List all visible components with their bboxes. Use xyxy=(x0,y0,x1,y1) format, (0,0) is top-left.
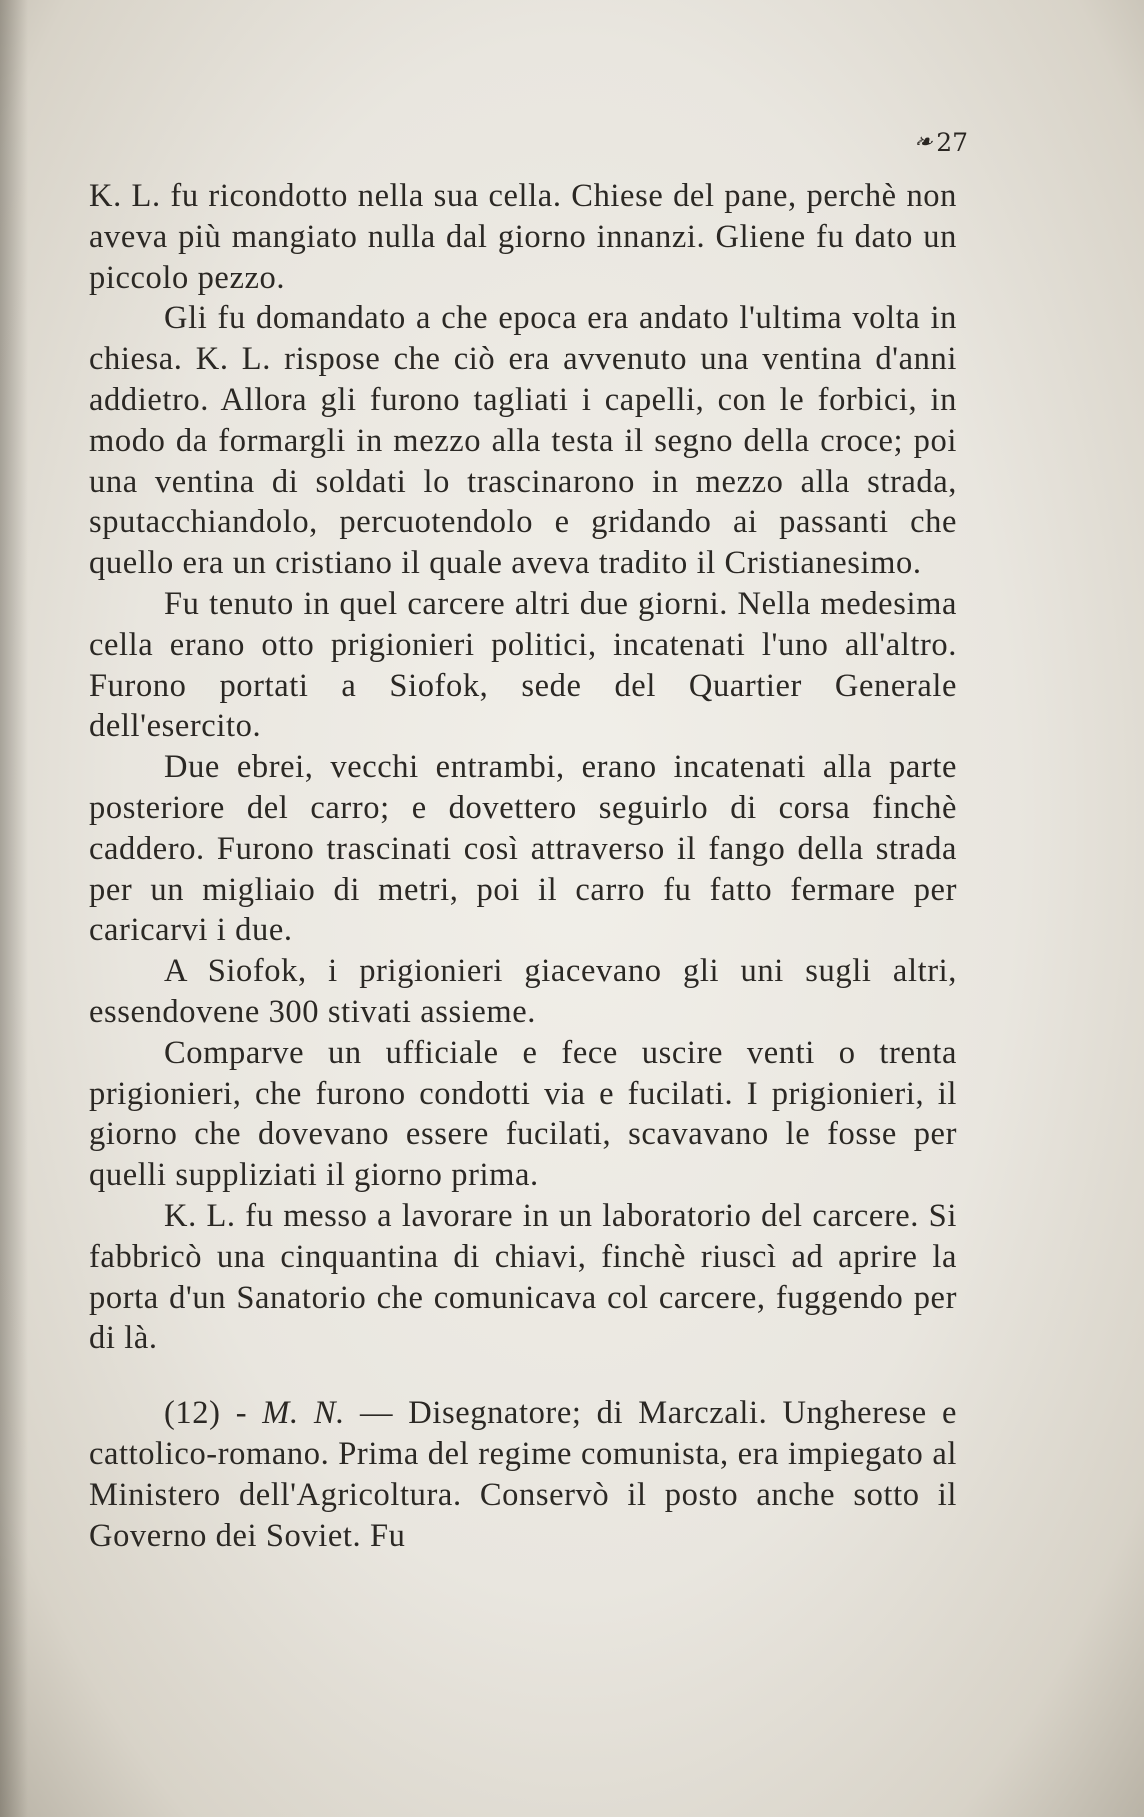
page-edge-shadow xyxy=(0,0,28,1817)
page-header xyxy=(911,128,968,157)
paragraph-6: Comparve un ufficiale e fece uscire venti o trenta prigionieri, che furono condotti via e fucilati. I prigionieri, il giorno che dovevano essere fucilati, scavavano le fosse per quelli suppliziati il giorno prima. xyxy=(89,1034,957,1194)
paragraph-3: Fu tenuto in quel carcere altri due giorni. Nella medesima cella erano otto prigionieri politici, incatenati l'uno all'altro. Furono portati a Siofok, sede del Quartier Generale dell'esercito. xyxy=(89,585,957,745)
body-text xyxy=(89,176,957,1556)
footnote-paragraph xyxy=(89,1393,957,1556)
paragraph-4: Due ebrei, vecchi entrambi, erano incatenati alla parte posteriore del carro; e dovettero seguirlo di corsa finchè caddero. Furono trascinati così attraverso il fango della strada per un migliaio di metri, poi il carro fu fatto fermare per caricarvi i due. xyxy=(89,749,957,949)
footnote-marker: (12) - xyxy=(164,1395,263,1432)
footnote-text: — Disegnatore; di Marczali. Ungherese e cattolico-romano. Prima del regime comunista, era impiegato al Ministero dell'Agricoltura. Conservò il posto anche sotto il Governo dei Soviet. Fu xyxy=(89,1395,957,1554)
footnote-name: M. N. xyxy=(262,1395,345,1432)
page-number: 27 xyxy=(936,128,968,157)
paragraph-7: K. L. fu messo a lavorare in un laboratorio del carcere. Si fabbricò una cinquantina di chiavi, finchè riuscì ad aprire la porta d'un Sanatorio che comunicava col carcere, fuggendo per di là. xyxy=(89,1197,957,1357)
paragraph-1: K. L. fu ricondotto nella sua cella. Chiese del pane, perchè non aveva più mangiato nulla dal giorno innanzi. Gliene fu dato un piccolo pezzo. xyxy=(89,178,957,296)
ornament-icon: ❧ xyxy=(911,130,933,155)
section-gap xyxy=(89,1359,957,1393)
paragraph-5: A Siofok, i prigionieri giacevano gli uni sugli altri, essendovene 300 stivati assieme. xyxy=(89,953,957,1030)
paragraph-2: Gli fu domandato a che epoca era andato l'ultima volta in chiesa. K. L. rispose che ciò era avvenuto una ventina d'anni addietro. Allora gli furono tagliati i capelli, con le forbici, in modo da formargli in mezzo alla testa il segno della croce; poi una ventina di soldati lo trascinarono in mezzo alla strada, sputacchiandolo, percuotendolo e gridando ai passanti che quello era un cristiano il quale aveva tradito il Cristianesimo. xyxy=(89,300,957,582)
